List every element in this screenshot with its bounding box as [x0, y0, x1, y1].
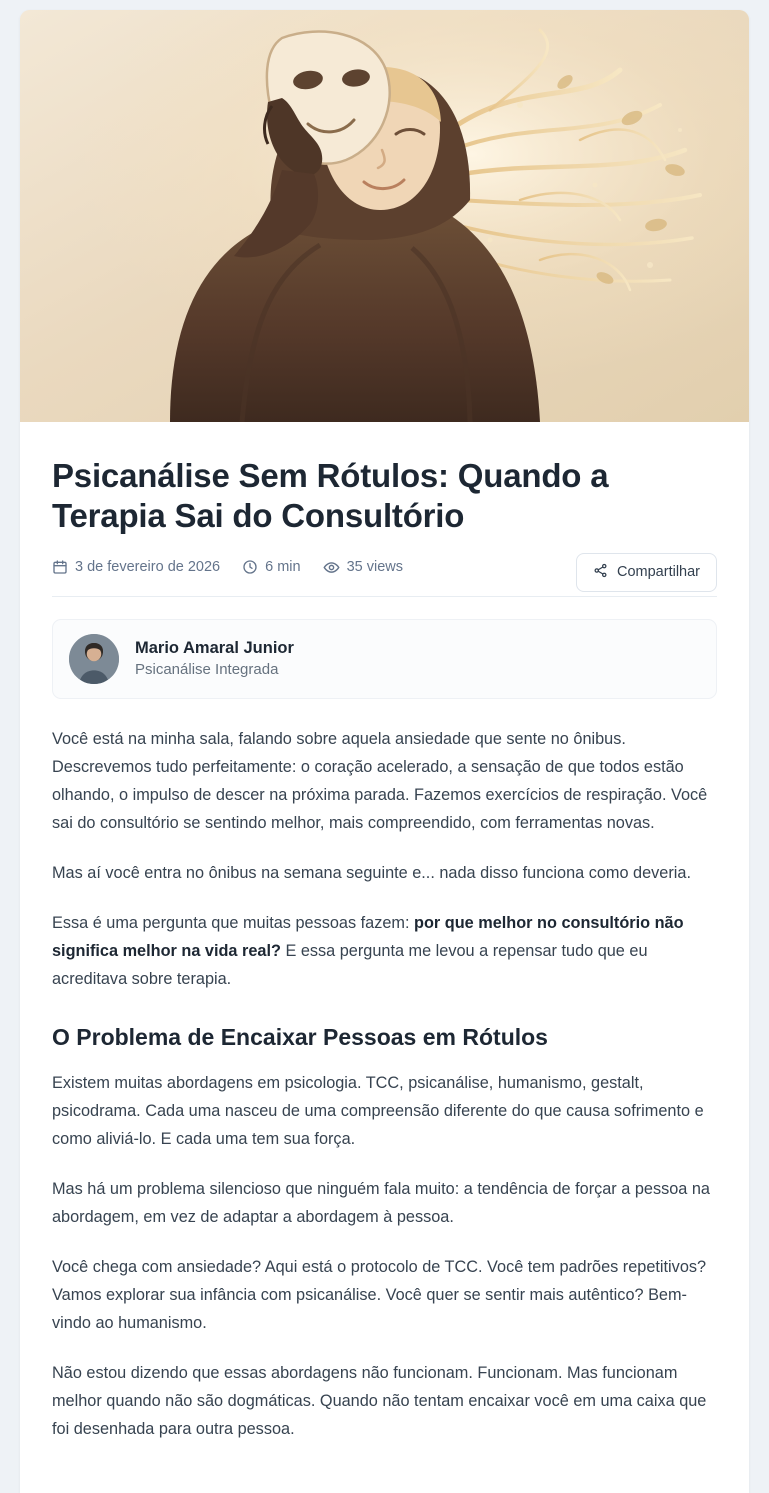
paragraph: Não estou dizendo que essas abordagens não funcionam. Funcionam. Mas funcionam melhor quando não são dogmáticas. Quando não tentam encaixar você em uma caixa que foi desenhada para outra pessoa.: [52, 1363, 707, 1438]
paragraph: Mas há um problema silencioso que ninguém fala muito: a tendência de forçar a pessoa na abordagem, em vez de adaptar a abordagem à pessoa.: [52, 1179, 710, 1226]
article-card: [20, 10, 749, 1493]
page-title: Psicanálise Sem Rótulos: Quando a Terapia Sai do Consultório: [52, 457, 609, 535]
paragraph-tail: E essa pergunta me levou a repensar tudo que eu acreditava sobre terapia.: [52, 941, 648, 988]
read-time-label: 6 min: [265, 559, 301, 575]
author-subtitle: Psicanálise Integrada: [135, 661, 279, 679]
section-heading: O Problema de Encaixar Pessoas em Rótulos: [52, 1023, 548, 1050]
share-button[interactable]: [576, 553, 717, 592]
paragraph: Mas aí você entra no ônibus na semana seguinte e... nada disso funciona como deveria.: [52, 863, 691, 882]
avatar-photo: [69, 634, 119, 684]
paragraph-with-emphasis: [52, 909, 717, 993]
share-icon: [593, 563, 608, 582]
view-count: [323, 559, 403, 576]
publish-date: [52, 559, 220, 575]
hero-illustration: [20, 10, 749, 422]
author-name: Mario Amaral Junior: [135, 638, 294, 657]
author-card[interactable]: [52, 619, 717, 699]
hero-image: [20, 10, 749, 422]
clock-icon: [242, 559, 258, 575]
calendar-icon: [52, 559, 68, 575]
meta-divider: [52, 596, 717, 597]
view-count-label: 35 views: [346, 559, 403, 575]
paragraph: Você chega com ansiedade? Aqui está o protocolo de TCC. Você tem padrões repetitivos? Vamos explorar sua infância com psicanálise. Você quer se sentir mais autêntico? Bem-vindo ao humanismo.: [52, 1257, 707, 1332]
paragraph-bold: por que melhor no consultório não significa melhor na vida real?: [52, 913, 684, 960]
article-content: [20, 422, 749, 1493]
article-meta-row: [52, 559, 717, 580]
paragraph-lead: Essa é uma pergunta que muitas pessoas fazem:: [52, 913, 415, 932]
avatar: [69, 634, 119, 684]
paragraph: Existem muitas abordagens em psicologia. TCC, psicanálise, humanismo, gestalt, psicodrama. Cada uma nasceu de uma compreensão diferente do que causa sofrimento e como aliviá-lo. E cada uma tem sua força.: [52, 1073, 704, 1148]
publish-date-label: 3 de fevereiro de 2026: [75, 559, 221, 575]
share-button-label: Compartilhar: [617, 564, 700, 580]
eye-icon: [323, 559, 340, 576]
read-time: [242, 559, 300, 575]
paragraph: Você está na minha sala, falando sobre aquela ansiedade que sente no ônibus. Descrevemos tudo perfeitamente: o coração acelerado, a sensação de que todos estão olhando, o impulso de descer na próxima parada. Fazemos exercícios de respiração. Você sai do consultório se sentindo melhor, mais compreendido, com ferramentas novas.: [52, 729, 708, 832]
